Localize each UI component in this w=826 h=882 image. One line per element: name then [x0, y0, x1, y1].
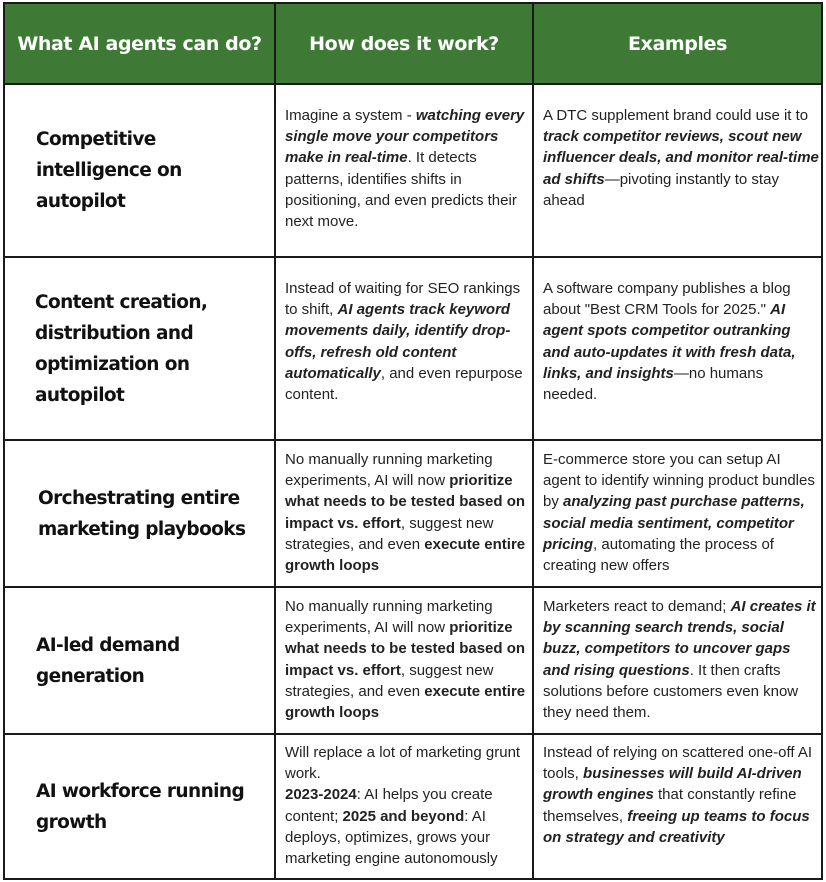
text-run: , automating the process of creating new offers: [543, 535, 774, 575]
emphasis-text: prioritize what needs to be tested based on impact vs. effort: [285, 619, 526, 679]
emphasis-text: prioritize what needs to be tested based on impact vs. effort: [285, 472, 526, 532]
text-run: : AI deploys, optimizes, grows your marketing engine autonomously: [285, 807, 498, 868]
header-capabilities: What AI agents can do?: [4, 3, 275, 84]
example-cell: [533, 587, 822, 734]
text-run: Instead of waiting for SEO rankings to shift,: [285, 280, 521, 319]
text-run: Marketers react to demand;: [543, 598, 731, 615]
emphasis-text: execute entire growth loops: [285, 535, 526, 575]
capability-cell: Competitive intelligence on autopilot: [4, 84, 275, 257]
capability-cell: AI workforce running growth: [4, 734, 275, 879]
text-run: : AI helps you create content;: [285, 786, 493, 825]
emphasis-text: AI agents track keyword movements daily, identify drop-offs, refresh old content automatically: [285, 301, 511, 382]
text-run: , and even repurpose content.: [285, 364, 523, 404]
text-run: . It then crafts solutions before customers even know they need them.: [543, 661, 799, 722]
table-row: [4, 734, 822, 879]
emphasis-text: analyzing past purchase patterns, social media sentiment, competitor pricing: [543, 493, 805, 553]
emphasis-text: 2023-2024: [285, 786, 357, 804]
comparison-table: [3, 2, 823, 880]
emphasis-text: watching every single move your competitors make in real-time: [285, 107, 525, 167]
text-run: Instead of relying on scattered one-off AI tools,: [543, 744, 813, 783]
text-run: —pivoting instantly to stay ahead: [543, 170, 779, 209]
example-cell: [533, 257, 822, 440]
emphasis-text: freeing up teams to focus on strategy and creativity: [543, 807, 810, 846]
header-examples: Examples: [533, 3, 822, 84]
table-row: [4, 257, 822, 440]
example-cell: [533, 84, 822, 257]
text-run: No manually running marketing experiments, AI will now: [285, 451, 493, 490]
how-cell: [275, 587, 533, 734]
text-run: . It detects patterns, identifies shifts in positioning, and even predicts their next move.: [285, 149, 517, 231]
capability-cell: AI-led demand generation: [4, 587, 275, 734]
text-run: , suggest new strategies, and even: [285, 514, 494, 553]
text-run: Will replace a lot of marketing grunt work.: [285, 744, 521, 783]
text-run: Imagine a system -: [285, 107, 416, 124]
table-row: [4, 440, 822, 587]
text-run: that constantly refine themselves,: [543, 786, 797, 825]
emphasis-text: AI creates it by scanning search trends, social buzz, competitors to uncover gaps and rising questions: [543, 598, 816, 679]
emphasis-text: track competitor reviews, scout new influencer deals, and monitor real-time ad shifts: [543, 128, 819, 188]
emphasis-text: execute entire growth loops: [285, 682, 526, 722]
capability-cell: Orchestrating entire marketing playbooks: [4, 440, 275, 587]
text-run: E-commerce store you can setup AI agent to identify winning product bundles by: [543, 451, 815, 511]
capability-cell: Content creation, distribution and optimization on autopilot: [4, 257, 275, 440]
emphasis-text: AI agent spots competitor outranking and auto-updates it with fresh data, links, and insights: [543, 301, 796, 382]
text-run: —no humans needed.: [543, 364, 764, 404]
how-cell: [275, 257, 533, 440]
text-run: A software company publishes a blog about "Best CRM Tools for 2025.": [543, 280, 791, 319]
how-cell: [275, 84, 533, 257]
header-row: [4, 3, 822, 84]
text-run: No manually running marketing experiments, AI will now: [285, 598, 493, 637]
how-cell: [275, 440, 533, 587]
example-cell: [533, 440, 822, 587]
table-row: [4, 587, 822, 734]
text-run: A DTC supplement brand could use it to: [543, 107, 809, 124]
emphasis-text: 2025 and beyond: [342, 807, 465, 825]
emphasis-text: businesses will build AI-driven growth engines: [543, 765, 802, 804]
how-cell: [275, 734, 533, 879]
text-run: , suggest new strategies, and even: [285, 661, 494, 700]
table-row: [4, 84, 822, 257]
header-how-it-works: How does it work?: [275, 3, 533, 84]
example-cell: [533, 734, 822, 879]
